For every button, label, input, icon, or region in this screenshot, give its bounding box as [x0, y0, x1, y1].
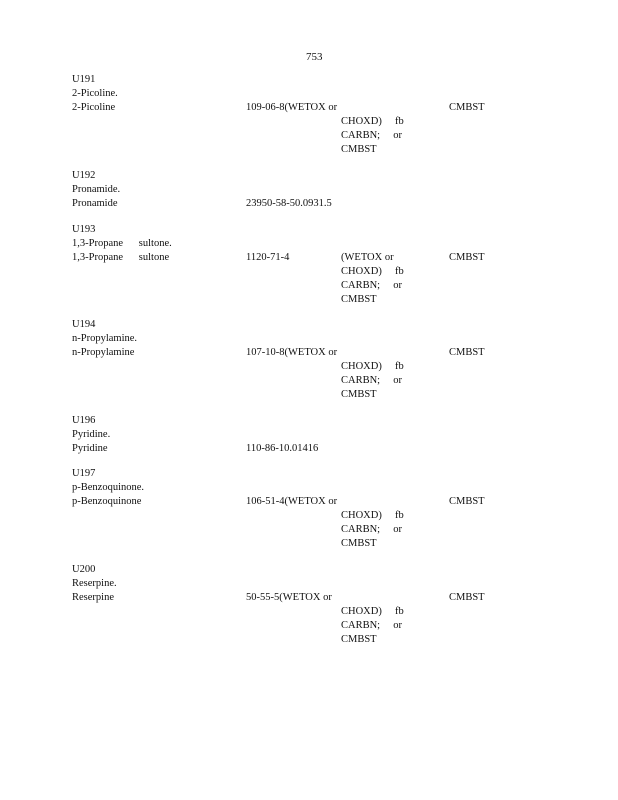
entry-technology-line: CHOXD) fb — [341, 606, 404, 617]
entry-name-heading: n-Propylamine. — [72, 333, 138, 344]
entry-name: p-Benzoquinone — [72, 496, 142, 507]
entry-cas-number: 107-10-8(WETOX or — [246, 347, 338, 358]
entry-technology-line: CHOXD) fb — [341, 266, 404, 277]
entry-name: Reserpine — [72, 592, 114, 603]
entry-technology-line: CMBST — [341, 389, 377, 400]
entry-cas-number: 110-86-10.01416 — [246, 443, 319, 454]
entry-name-heading: Reserpine. — [72, 578, 117, 589]
entry-standard: CMBST — [449, 496, 485, 507]
entry-code: U192 — [72, 170, 96, 181]
entry-name-heading: Pronamide. — [72, 184, 121, 195]
entry-cas-number: 106-51-4(WETOX or — [246, 496, 338, 507]
entry-technology-line: CMBST — [341, 634, 377, 645]
entry-code: U194 — [72, 319, 96, 330]
entry-name: Pyridine — [72, 443, 108, 454]
entry-cas-number: 23950-58-50.0931.5 — [246, 198, 332, 209]
entry-technology-line: (WETOX or — [341, 252, 394, 263]
entry-name-heading: 2-Picoline. — [72, 88, 118, 99]
entry-cas-number: 50-55-5(WETOX or — [246, 592, 332, 603]
entry-name: Pronamide — [72, 198, 118, 209]
entry-standard: CMBST — [449, 347, 485, 358]
entry-name-heading: p-Benzoquinone. — [72, 482, 145, 493]
entry-technology-line: CARBN; or — [341, 130, 402, 141]
entry-name-heading: Pyridine. — [72, 429, 111, 440]
entry-technology-line: CHOXD) fb — [341, 361, 404, 372]
entry-technology-line: CHOXD) fb — [341, 510, 404, 521]
entry-technology-line: CMBST — [341, 294, 377, 305]
entry-cas-number: 1120-71-4 — [246, 252, 290, 263]
entry-code: U197 — [72, 468, 96, 479]
entry-name: n-Propylamine — [72, 347, 135, 358]
page-number: 753 — [306, 51, 323, 63]
entry-code: U196 — [72, 415, 96, 426]
entry-technology-line: CARBN; or — [341, 375, 402, 386]
entry-code: U193 — [72, 224, 96, 235]
entry-standard: CMBST — [449, 252, 485, 263]
entry-cas-number: 109-06-8(WETOX or — [246, 102, 338, 113]
entry-technology-line: CMBST — [341, 538, 377, 549]
entry-technology-line: CHOXD) fb — [341, 116, 404, 127]
entry-technology-line: CARBN; or — [341, 280, 402, 291]
entry-name-heading: 1,3-Propane sultone. — [72, 238, 172, 249]
entry-technology-line: CMBST — [341, 144, 377, 155]
entry-technology-line: CARBN; or — [341, 524, 402, 535]
entry-technology-line: CARBN; or — [341, 620, 402, 631]
entry-code: U191 — [72, 74, 96, 85]
entry-standard: CMBST — [449, 592, 485, 603]
entry-standard: CMBST — [449, 102, 485, 113]
entry-code: U200 — [72, 564, 96, 575]
entry-name: 2-Picoline — [72, 102, 116, 113]
entry-name: 1,3-Propane sultone — [72, 252, 170, 263]
